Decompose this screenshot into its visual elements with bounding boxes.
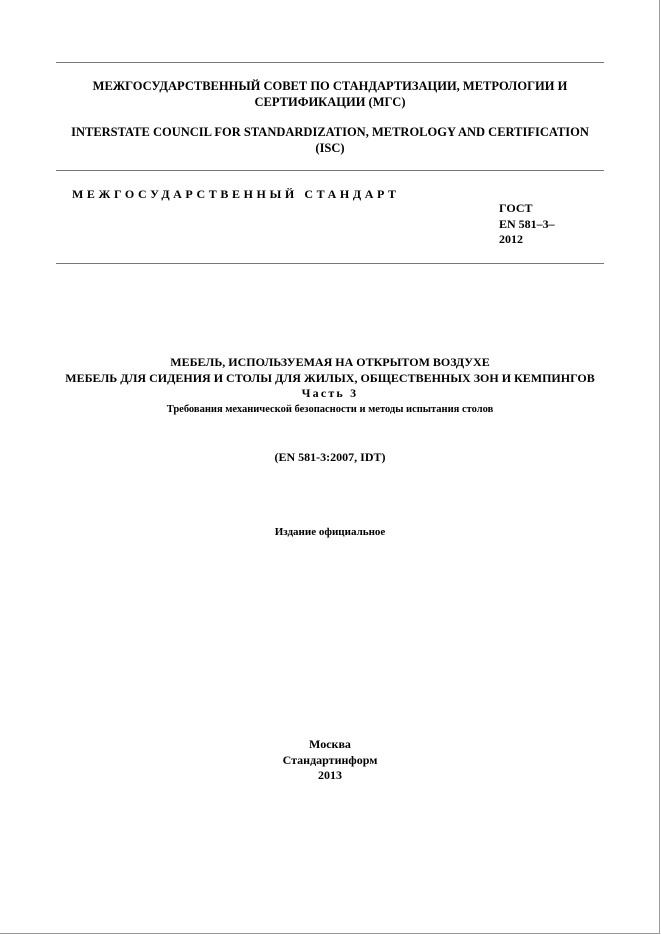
imprint: [56, 737, 604, 784]
title-part: Часть 3: [301, 386, 359, 400]
header-divider: [56, 170, 604, 171]
title-line1: МЕБЕЛЬ, ИСПОЛЬЗУЕМАЯ НА ОТКРЫТОМ ВОЗДУХЕ: [170, 355, 490, 369]
imprint-publisher: Стандартинформ: [282, 752, 378, 767]
standard-label: МЕЖГОСУДАРСТВЕННЫЙ СТАНДАРТ: [72, 187, 400, 201]
gost-code: [499, 201, 555, 248]
title-line2: МЕБЕЛЬ ДЛЯ СИДЕНИЯ И СТОЛЫ ДЛЯ ЖИЛЫХ, ОБЩЕСТВЕННЫХ ЗОН И КЕМПИНГОВ: [65, 370, 595, 385]
gost-code-line3: 2012: [499, 232, 523, 246]
title-subtitle: Требования механической безопасности и методы испытания столов: [166, 403, 494, 415]
document-title: [56, 355, 604, 417]
idt-reference: (EN 581-3:2007, IDT): [274, 450, 386, 464]
top-rule: [56, 62, 604, 63]
council-name-ru: МЕЖГОСУДАРСТВЕННЫЙ СОВЕТ ПО СТАНДАРТИЗАЦИИ, МЕТРОЛОГИИ И СЕРТИФИКАЦИИ (МГС): [92, 79, 568, 109]
gost-code-line1: ГОСТ: [499, 201, 533, 215]
imprint-year: 2013: [318, 768, 342, 782]
gost-code-line2: EN 581–3–: [499, 216, 555, 231]
standard-divider: [56, 263, 604, 264]
edition-note: Издание официальное: [274, 526, 386, 538]
council-name-en: INTERSTATE COUNCIL FOR STANDARDIZATION, METROLOGY AND CERTIFICATION (ISC): [71, 125, 589, 155]
imprint-city: Москва: [309, 737, 351, 751]
